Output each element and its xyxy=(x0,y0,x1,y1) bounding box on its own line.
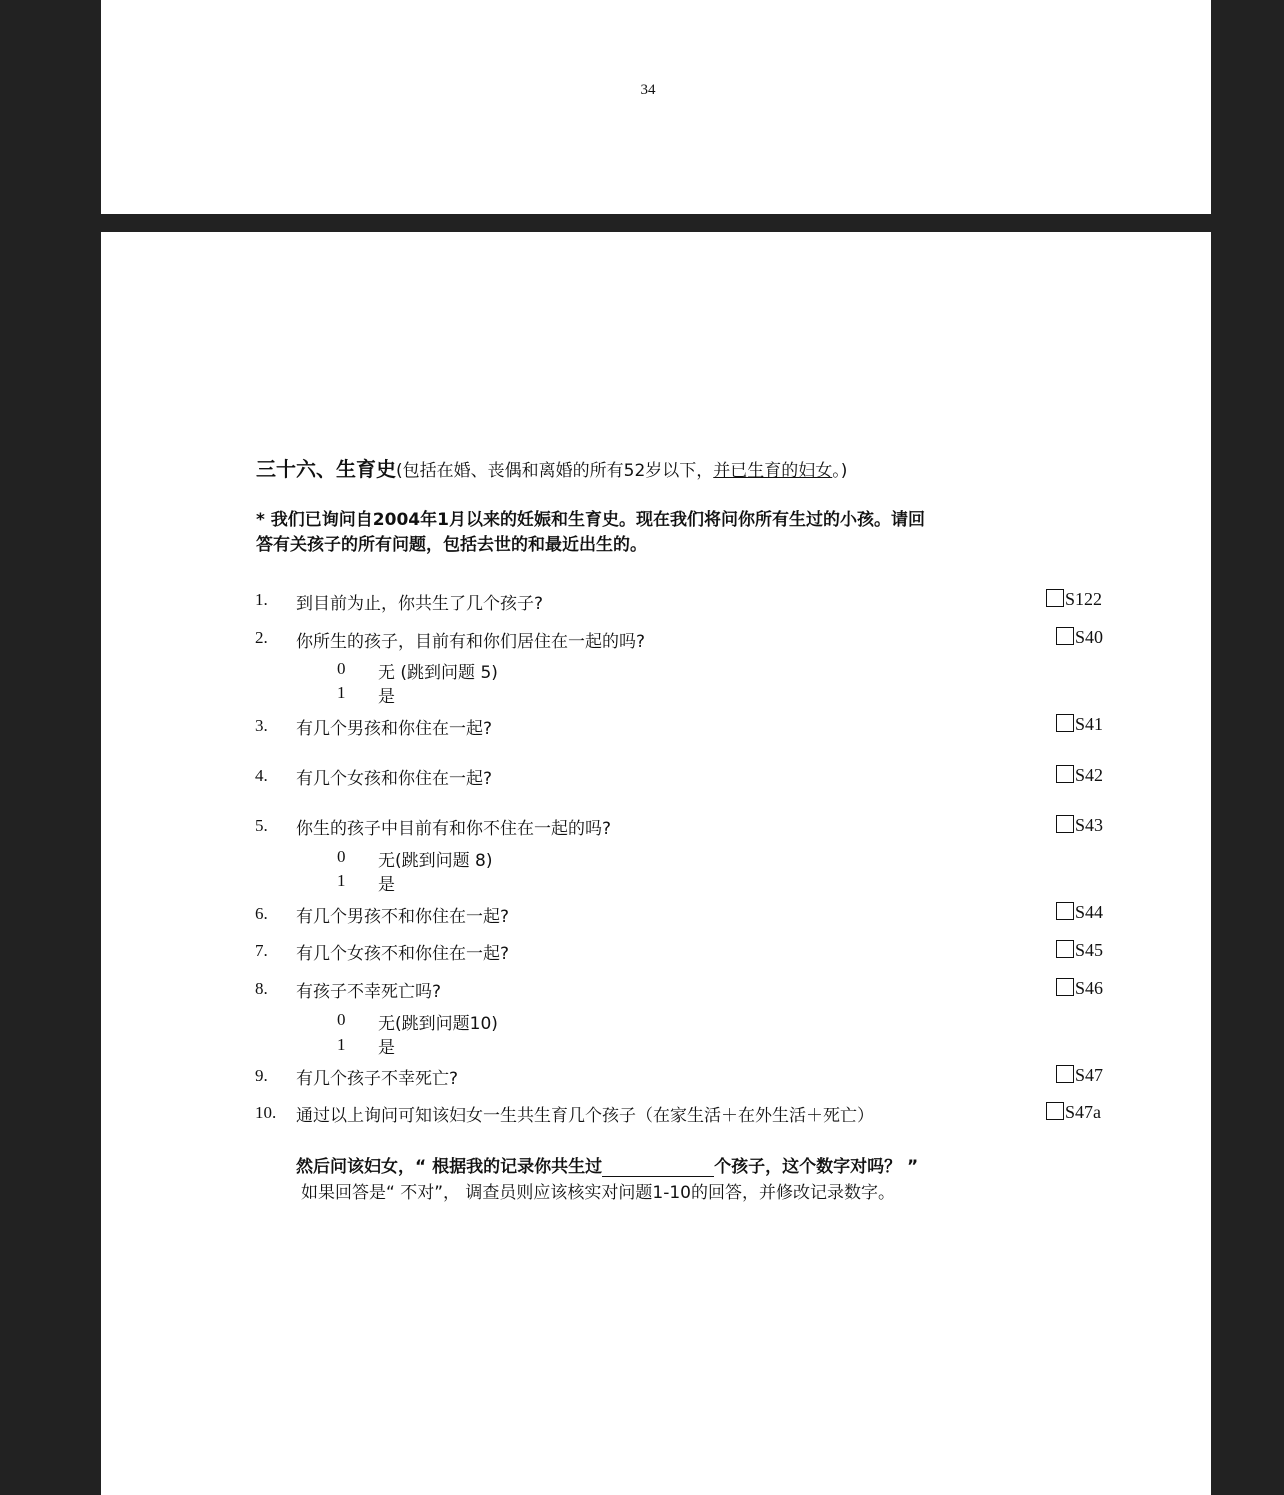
question-text: 通过以上询问可知该妇女一生共生育几个孩子（在家生活＋在外生活＋死亡） xyxy=(296,1106,874,1126)
answer-code-s47a[interactable] xyxy=(1046,1102,1101,1123)
question-text: 有几个女孩和你住在一起? xyxy=(296,769,493,789)
current-page xyxy=(101,232,1211,1495)
page-number: 34 xyxy=(640,82,656,98)
variable-code: S46 xyxy=(1075,978,1104,998)
option-code: 0 xyxy=(337,659,346,678)
question-number: 7. xyxy=(255,941,268,960)
variable-code: S47a xyxy=(1065,1102,1101,1122)
option-label: 是 xyxy=(378,687,395,707)
answer-code-s44[interactable] xyxy=(1056,902,1103,923)
question-text: 有几个男孩和你住在一起? xyxy=(296,719,493,739)
answer-box[interactable] xyxy=(1046,589,1064,607)
answer-box[interactable] xyxy=(1046,1102,1064,1120)
answer-box[interactable] xyxy=(1056,765,1074,783)
answer-box[interactable] xyxy=(1056,902,1074,920)
option-label: 是 xyxy=(378,875,395,895)
question-number: 10. xyxy=(255,1103,277,1122)
answer-box[interactable] xyxy=(1056,940,1074,958)
confirmation-text-after: 个孩子，这个数字对吗？ ” xyxy=(714,1157,919,1177)
option-label: 无(跳到问题 8) xyxy=(378,851,493,871)
answer-code-s122[interactable] xyxy=(1046,589,1102,610)
answer-box[interactable] xyxy=(1056,627,1074,645)
answer-box[interactable] xyxy=(1056,815,1074,833)
variable-code: S47 xyxy=(1075,1065,1104,1085)
question-number: 1. xyxy=(255,590,268,609)
variable-code: S42 xyxy=(1075,765,1104,785)
confirmation-question xyxy=(296,1152,918,1177)
previous-page xyxy=(101,0,1211,214)
question-number: 8. xyxy=(255,979,268,998)
answer-box[interactable] xyxy=(1056,978,1074,996)
variable-code: S41 xyxy=(1075,714,1104,734)
answer-box[interactable] xyxy=(1056,714,1074,732)
question-number: 2. xyxy=(255,628,268,647)
confirmation-text-before: 然后问该妇女，“ 根据我的记录你共生过 xyxy=(296,1157,603,1177)
answer-code-s45[interactable] xyxy=(1056,940,1103,961)
question-text: 有几个男孩不和你住在一起? xyxy=(296,907,510,927)
question-number: 3. xyxy=(255,716,268,735)
variable-code: S43 xyxy=(1075,815,1104,835)
variable-code: S40 xyxy=(1075,627,1104,647)
option-code: 0 xyxy=(337,1010,346,1029)
interviewer-note: 如果回答是“ 不对”， 调查员则应该核实对问题1-10的回答，并修改记录数字。 xyxy=(301,1183,896,1203)
question-text: 有几个孩子不幸死亡? xyxy=(296,1069,459,1089)
child-count-blank[interactable] xyxy=(602,1160,714,1177)
section-scope-underlined: 并已生育的妇女 xyxy=(713,461,833,481)
option-label: 无(跳到问题10) xyxy=(378,1014,498,1034)
answer-code-s40[interactable] xyxy=(1056,627,1103,648)
variable-code: S45 xyxy=(1075,940,1104,960)
section-heading: 三十六、生育史 xyxy=(256,457,396,481)
intro-instructions xyxy=(256,508,925,558)
question-number: 9. xyxy=(255,1066,268,1085)
question-text: 你所生的孩子，目前有和你们居住在一起的吗? xyxy=(296,632,646,652)
option-code: 1 xyxy=(337,683,346,702)
question-text: 有几个女孩不和你住在一起? xyxy=(296,944,510,964)
option-code: 1 xyxy=(337,1035,346,1054)
question-number: 4. xyxy=(255,766,268,785)
question-number: 5. xyxy=(255,816,268,835)
answer-code-s43[interactable] xyxy=(1056,815,1103,836)
question-text: 到目前为止，你共生了几个孩子? xyxy=(296,594,544,614)
section-scope-open: (包括在婚、丧偶和离婚的所有52岁以下， xyxy=(396,461,714,481)
option-label: 无 (跳到问题 5) xyxy=(378,663,498,683)
option-label: 是 xyxy=(378,1038,395,1058)
answer-code-s46[interactable] xyxy=(1056,978,1103,999)
intro-line-2: 答有关孩子的所有问题，包括去世的和最近出生的。 xyxy=(256,535,647,555)
answer-code-s41[interactable] xyxy=(1056,714,1103,735)
question-text: 你生的孩子中目前有和你不住在一起的吗? xyxy=(296,819,612,839)
option-code: 1 xyxy=(337,871,346,890)
intro-line-1: * 我们已询问自2004年1月以来的妊娠和生育史。现在我们将问你所有生过的小孩。请回 xyxy=(256,510,925,530)
answer-code-s47[interactable] xyxy=(1056,1065,1103,1086)
section-title xyxy=(256,453,847,482)
question-number: 6. xyxy=(255,904,268,923)
variable-code: S44 xyxy=(1075,902,1104,922)
section-scope-close: 。) xyxy=(832,461,848,481)
option-code: 0 xyxy=(337,847,346,866)
answer-code-s42[interactable] xyxy=(1056,765,1103,786)
question-text: 有孩子不幸死亡吗? xyxy=(296,982,442,1002)
answer-box[interactable] xyxy=(1056,1065,1074,1083)
variable-code: S122 xyxy=(1065,589,1103,609)
